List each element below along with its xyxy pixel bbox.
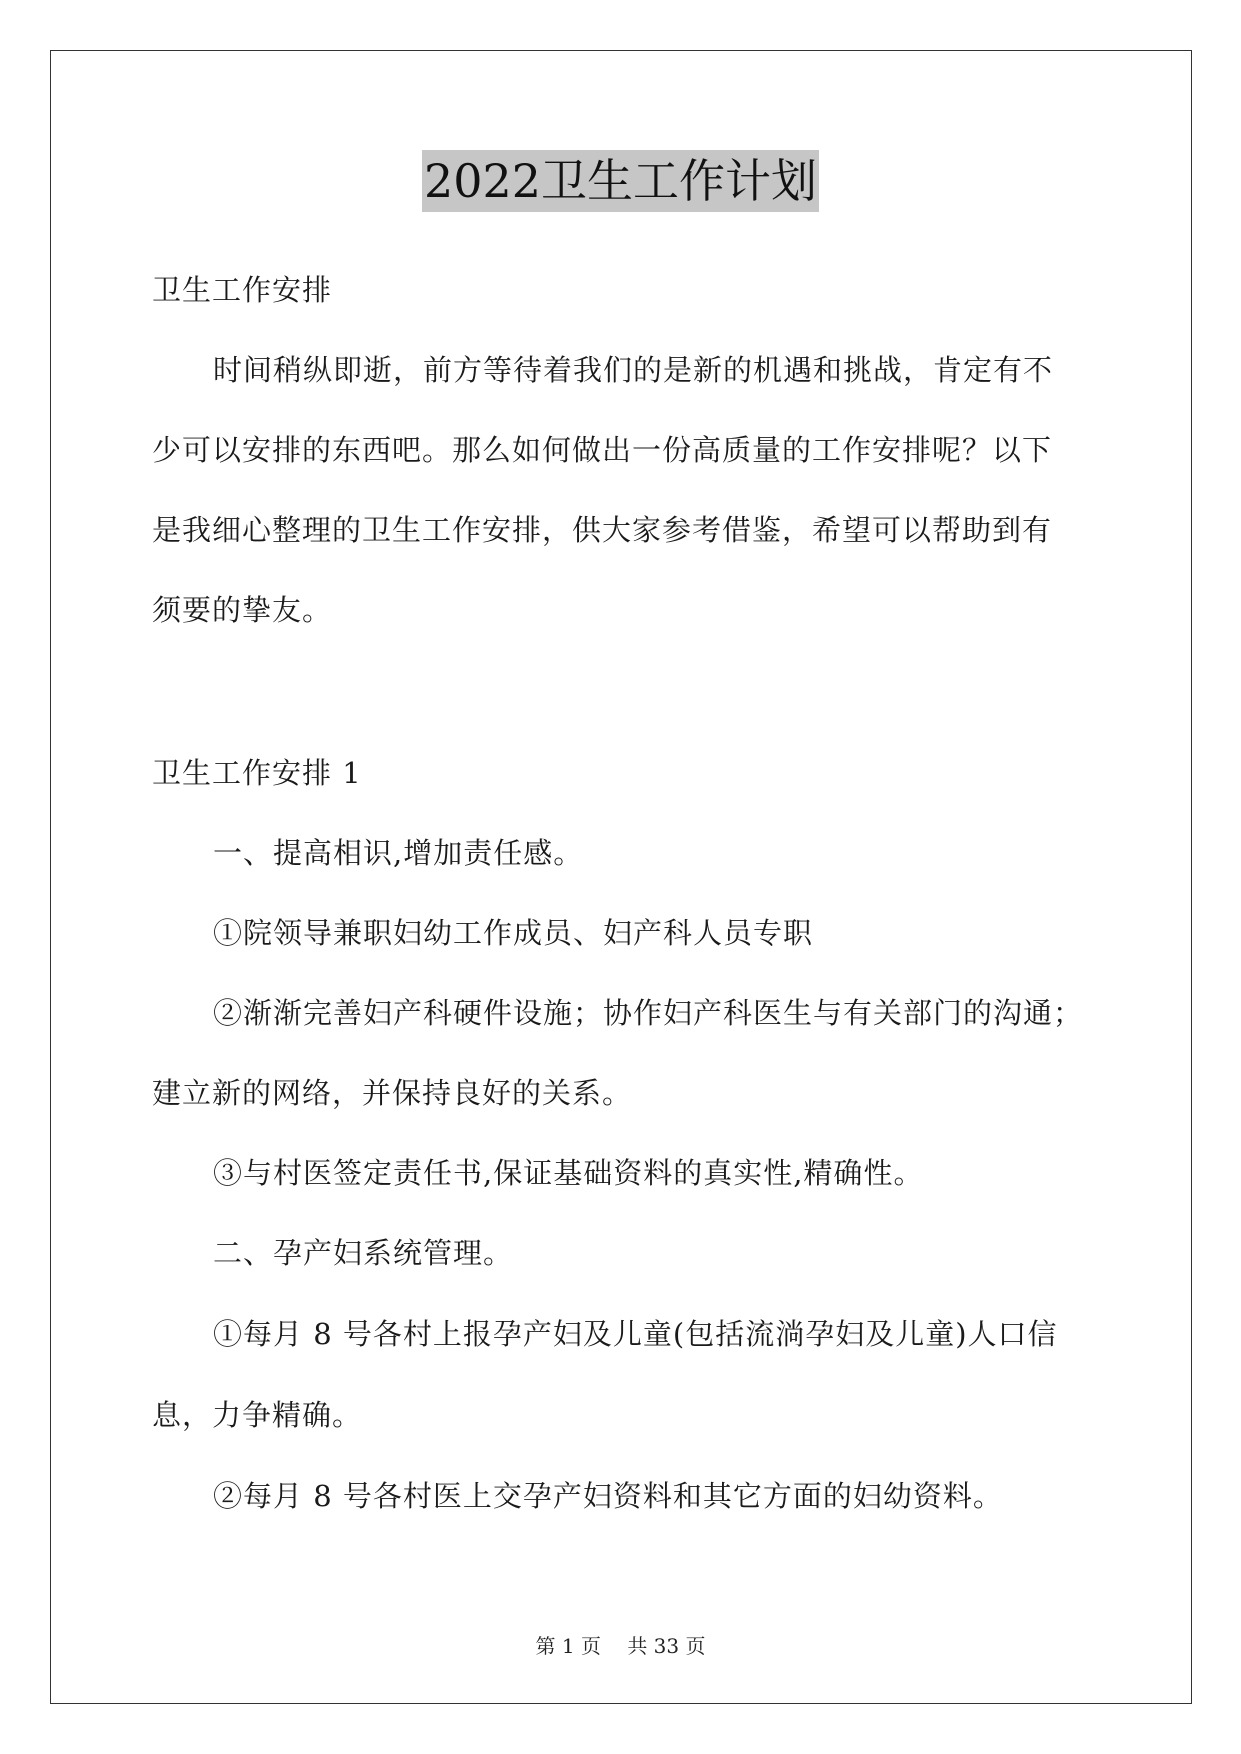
paragraph-line: ②每月 8 号各村医上交孕产妇资料和其它方面的妇幼资料。 xyxy=(213,1479,1003,1513)
paragraph-line: ①院领导兼职妇幼工作成员、妇产科人员专职 xyxy=(213,916,814,950)
page-number: 第 1 页 xyxy=(535,1634,601,1658)
paragraph-line: 息，力争精确。 xyxy=(152,1398,363,1432)
paragraph-line: ③与村医签定责任书,保证基础资料的真实性,精确性。 xyxy=(213,1156,924,1190)
title-container xyxy=(0,150,1241,212)
section-heading: 卫生工作安排 1 xyxy=(152,756,362,790)
paragraph-line: 少可以安排的东西吧。那么如何做出一份高质量的工作安排呢？以下 xyxy=(152,433,1053,467)
page-footer xyxy=(0,1632,1241,1660)
subheading-line: 二、孕产妇系统管理。 xyxy=(213,1236,514,1270)
paragraph-line: ②渐渐完善妇产科硬件设施；协作妇产科医生与有关部门的沟通； xyxy=(213,996,1084,1030)
paragraph-line: 须要的挚友。 xyxy=(152,593,333,627)
paragraph-line: ①每月 8 号各村上报孕产妇及儿童(包括流淌孕妇及儿童)人口信 xyxy=(213,1317,1058,1351)
section-heading: 卫生工作安排 xyxy=(152,273,333,307)
document-title: 2022卫生工作计划 xyxy=(422,150,819,212)
subheading-line: 一、提高相识,增加责任感。 xyxy=(213,836,584,870)
page-total: 共 33 页 xyxy=(627,1634,706,1658)
paragraph-line: 建立新的网络，并保持良好的关系。 xyxy=(152,1076,633,1110)
paragraph-line: 是我细心整理的卫生工作安排，供大家参考借鉴，希望可以帮助到有 xyxy=(152,513,1053,547)
paragraph-line: 时间稍纵即逝，前方等待着我们的是新的机遇和挑战，肯定有不 xyxy=(213,353,1054,387)
